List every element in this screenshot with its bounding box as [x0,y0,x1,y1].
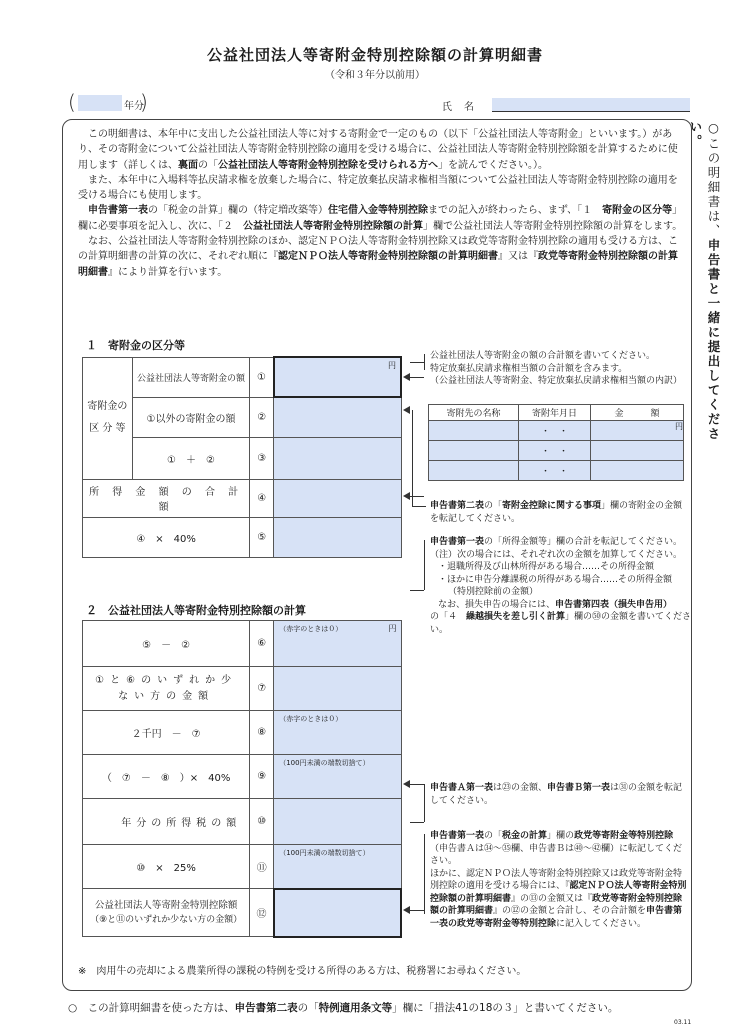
note2 [430,500,690,525]
row10-amount-input[interactable] [274,799,401,845]
note5-bold4: 認定ＮＰＯ法人等寄附金特別控除額の計算明細書 [430,881,687,904]
row9-amount-input[interactable] [274,755,401,799]
footnote: ※ 肉用牛の売却による農業所得の課税の特例を受ける所得のある方は、税務署にお尋ねください。 [78,966,527,977]
group-label [83,357,133,479]
side-instruction-bold: 申告書と一緒に提出してください。 [688,120,721,442]
intro-text [78,127,684,280]
paren-right-icon: ) [140,90,148,114]
row6-hint: （赤字のときは０） [279,625,343,633]
note4-a: は㉓の金額、 [493,783,548,793]
note3-line2: （注）次の場合には、それぞれ次の金額を加算してください。 [430,549,683,560]
row3-amount-input[interactable] [274,437,401,479]
section1-heading: １ 寄附金の区分等 [86,339,185,352]
intro-p4-c: 』により計算を行います。 [108,266,228,278]
sub-date-input[interactable]: ・ ・ [519,421,591,441]
row2-amount-input[interactable] [274,397,401,437]
row9-num: ⑨ [250,755,274,799]
year-input[interactable] [78,95,122,111]
intro-p4-bold2: 政党等寄附金特別控除額の計算明細書 [78,251,678,278]
note4-b: は㉛の金額を転記してください。 [430,783,683,806]
connector-line [410,910,424,911]
row12-num: ⑫ [250,889,274,937]
intro-p4-b: 』又は『 [498,251,538,263]
row5-amount-input[interactable] [274,517,401,557]
footer-instruction [68,1000,618,1015]
note4-bold2: 申告書Ｂ第一表 [547,783,611,793]
note5-bold1: 申告書第一表 [430,831,485,841]
row7-amount-input[interactable] [274,667,401,711]
note3-line1 [430,536,692,549]
note4-bold1: 申告書Ａ第一表 [430,783,494,793]
intro-paragraph-3 [78,203,684,234]
note4 [430,782,690,807]
row5-num: ⑤ [250,517,274,557]
note3-line6bold: 申告書第四表（損失申告用） [555,599,673,610]
connector-line [410,496,424,497]
note5-bold6: 申告書第一表の政党等寄附金等特別控除 [430,906,683,929]
row8-amount-input[interactable] [274,711,401,755]
sub-header-amount: 金 額 [591,405,684,421]
row11-amount-input[interactable] [274,845,401,889]
donation-breakdown-table [428,404,684,481]
section2-heading: ２ 公益社団法人等寄附金特別控除額の計算 [86,604,306,617]
intro-paragraph-4 [78,234,684,280]
row3-num: ③ [250,437,274,479]
connector-line [410,362,424,363]
note3-line7 [430,611,692,636]
row10-label: 年分の所得税の額 [83,799,250,845]
sub-name-input[interactable] [429,461,519,481]
footer-pre: ○ この計算明細書を使った方は、 [68,1002,235,1014]
intro-p3-c: 」欄に必要事項を記入し、次に、「２ [78,205,683,232]
row4-label: 所 得 金 額 の 合 計 額 [83,479,250,517]
row1-num: ① [250,357,274,397]
row4-num: ④ [250,479,274,517]
intro-p3-bold3: 寄附金の区分等 [602,205,673,217]
note3 [430,536,692,636]
connector-line [424,784,425,822]
note1-line1: 公益社団法人等寄附金の額の合計額を書いてください。 [430,351,656,361]
connector-line [410,590,424,591]
row3-label: ① ＋ ② [132,437,249,479]
intro-p1-bold2: 公益社団法人等寄附金特別控除を受けられる方へ [218,159,438,171]
note3-line6 [430,599,692,612]
note1-line2: 特定放棄払戻請求権相当額の合計額を含みます。 [430,363,628,374]
note5 [430,830,690,930]
page-title: 公益社団法人等寄附金特別控除額の計算明細書 [206,46,543,64]
connector-line [424,540,425,590]
paren-left-icon: ( [68,90,76,114]
row8-num: ⑧ [250,711,274,755]
form-code: 03.11 [674,1019,692,1026]
page-subtitle: （令和３年分以前用） [325,70,425,81]
connector-line [410,822,424,823]
note5-bold2: 税金の計算 [502,831,548,841]
intro-p1-mid: の「 [198,159,218,171]
footer-bold2: 特例適用条文等 [318,1002,393,1014]
sub-date-input[interactable]: ・ ・ [519,461,591,481]
row8-label: ２千円 － ⑦ [83,711,250,755]
footer-end: 」欄に「措法41の18の３」と書いてください。 [392,1002,619,1014]
intro-p3-bold2: 住宅借入金等特別控除 [328,205,428,217]
row7-label: ①と⑥のいずれか少ない方の金額 [83,667,250,711]
connector-line [424,834,425,914]
sub-name-input[interactable] [429,441,519,461]
row4-amount-input[interactable] [274,479,401,517]
footer-mid: の「 [297,1002,319,1014]
row10-num: ⑩ [250,799,274,845]
arrow-left-icon [403,906,410,914]
note3-a: の「所得金額等」欄の合計を転記してください。 [484,537,683,547]
note3-line7a: の「４ [430,612,467,622]
row11-label: ⑩ × 25% [83,845,250,889]
arrow-left-icon [403,406,410,414]
row6-num: ⑥ [250,621,274,667]
row9-hint: （100円未満の端数切捨て） [279,759,370,767]
note2-a: の「 [484,501,503,511]
row12-amount-input[interactable] [274,889,401,937]
note5-a: の「 [484,831,503,841]
row1-amount-input[interactable] [274,357,401,397]
sub-amount-input[interactable] [591,441,684,461]
side-instruction-pre: ○この明細書は、 [706,120,721,239]
row11-num: ⑪ [250,845,274,889]
row5-label: ④ × 40% [83,517,250,557]
connector-line [410,784,424,785]
connector-line [412,410,426,506]
intro-p1-end: 」を読んでください。）。 [438,159,548,171]
sub-name-input[interactable] [429,421,519,441]
name-label: 氏名 [442,102,486,113]
sub-header-name: 寄附先の名称 [429,405,519,421]
row2-label: ①以外の寄附金の額 [132,397,249,437]
row1-label: 公益社団法人等寄附金の額 [132,357,249,397]
connector-line [410,377,424,378]
connector-line [412,506,426,507]
row6-amount-input[interactable] [274,621,401,667]
intro-paragraph-2: また、本年中に入場料等払戻請求権を放棄した場合に、特定放棄払戻請求権相当額について公益社団法人等寄附金特別控除の適用を受ける場合にも使用します。 [78,174,678,202]
note2-bold2: 寄附金控除に関する事項 [502,501,602,511]
intro-p3-d: 」欄で公益社団法人等寄附金特別控除額の計算をします。 [423,220,683,232]
row8-hint: （赤字のときは０） [279,715,343,723]
note5-c: （申告書Ａは㉞～㉟欄、申告書Ｂは㊵～㊷欄）に転記してください。 [430,843,683,866]
year-label: 年分 [124,101,144,112]
intro-p4-a: なお、公益社団法人等寄附金特別控除のほか、認定ＮＰＯ法人等寄附金特別控除又は政党等寄附金特別控除の適用も受ける方は、この計算明細書の計算の次に、それぞれ順に『 [78,236,678,263]
year-field-group [68,92,148,114]
row9-label: （ ⑦ － ⑧ ）× 40% [83,755,250,799]
note5-b: 」欄の [547,831,575,841]
section1-table [82,356,402,558]
note5-bold5: 政党等寄附金特別控除額の計算明細書 [430,893,683,916]
intro-p1-bold1: 裏面 [178,159,198,171]
note2-b: 」欄の寄附金の金額を転記してください。 [430,501,683,524]
row11-hint: （100円未満の端数切捨て） [279,849,370,857]
row12-label [83,889,250,937]
note2-bold: 申告書第二表 [430,501,485,511]
side-instruction [688,120,722,450]
intro-paragraph-1 [78,127,684,173]
note5-d: ほかに、認定ＮＰＯ法人等寄附金特別控除又は政党等寄附金特別控除の適用を受ける場合には、『 [430,868,683,891]
note1-line3: （公益社団法人等寄附金、特定放棄払戻請求権相当額の内訳） [430,376,683,386]
connector-line [424,354,425,370]
name-input[interactable] [492,98,690,112]
row6-label: ⑤ － ② [83,621,250,667]
note5-bold3: 政党等寄附金等特別控除 [574,831,674,841]
note3-line7bold: 繰越損失を差し引く計算 [466,612,566,622]
sub-header-date: 寄附年月日 [519,405,591,421]
intro-p3-b: までの記入が終わったら、まず、「１ [428,205,603,217]
intro-p3-bold1: 申告書第一表 [88,205,148,217]
group-label-line1: 寄附金の [87,401,128,412]
sub-amount-input[interactable] [591,461,684,481]
intro-p1: この明細書は、本年中に支出した公益社団法人等に対する寄附金で一定のもの（以下「公益社団法人等寄附金」といいます。）があり、その寄附金について公益社団法人等寄附金特別控除の適用を受ける場合に、公益社団法人等寄附金特別控除額を計算するために使用します（詳しくは、 [78,129,678,171]
note3-line4: ・ほかに申告分離課税の所得がある場合……その所得金額 [438,574,673,585]
row7-num: ⑦ [250,667,274,711]
note3-line5: （特別控除前の金額） [448,587,539,597]
group-label-line2: 区 分 等 [89,423,126,434]
intro-p3-bold4: 公益社団法人等寄附金特別控除額の計算 [243,220,423,232]
intro-p4-bold1: 認定ＮＰＯ法人等寄附金特別控除額の計算明細書 [278,251,498,263]
note5-e: 』の⑬の金額又は『 [511,893,593,904]
arrow-left-icon [403,492,410,500]
sub-amount-input[interactable]: 円 [591,421,684,441]
note3-bold: 申告書第一表 [430,537,485,547]
footer-bold1: 申告書第二表 [234,1002,298,1014]
row1-unit: 円 [388,361,396,370]
intro-p3-a: の「税金の計算」欄の（特定増改築等） [148,205,328,217]
note3-line3: ・退職所得及び山林所得がある場合……その所得金額 [438,562,655,572]
arrow-left-icon [403,373,410,381]
note3-line7b: 」欄の㊿の金額を書いてください。 [430,612,692,635]
sub-date-input[interactable]: ・ ・ [519,441,591,461]
note1 [430,350,690,388]
note5-g: に記入してください。 [556,918,647,929]
arrow-left-icon [403,780,410,788]
row12-label-line1: 公益社団法人等寄附金特別控除額 [94,899,238,911]
row2-num: ② [250,397,274,437]
section2-table [82,620,402,938]
note5-f: 』の⑫の金額と合計し、その合計額を [493,906,647,916]
note3-line6a: なお、損失申告の場合には、 [438,599,556,610]
row6-unit: 円 [388,624,397,633]
row12-label-line2: （⑨と⑪のいずれか少ない方の金額） [90,914,243,925]
